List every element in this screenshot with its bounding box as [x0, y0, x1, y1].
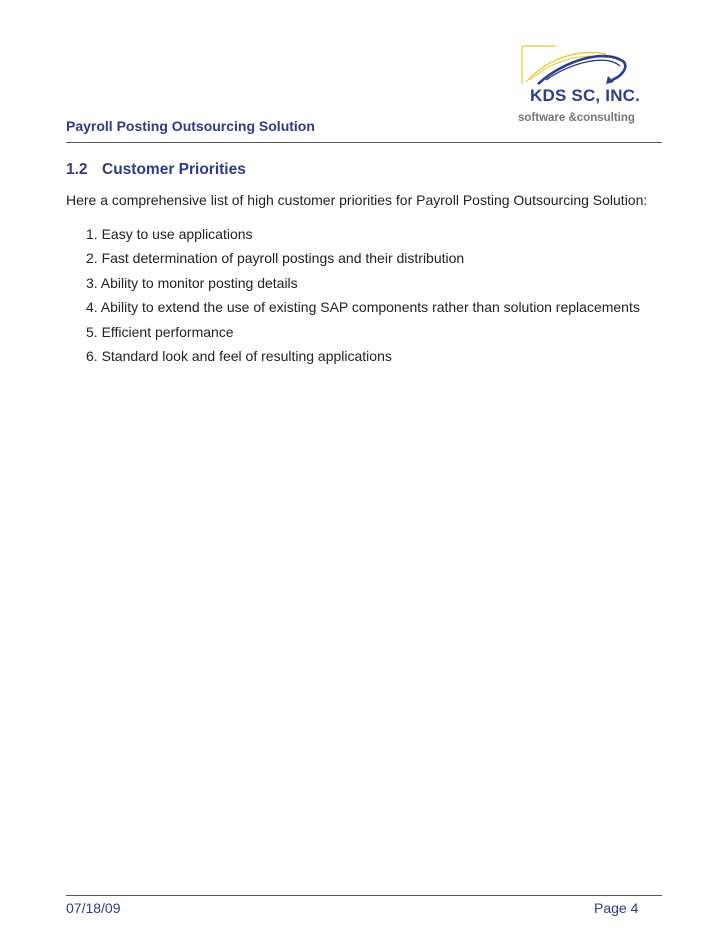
logo-company-name: KDS SC, INC.: [530, 86, 641, 105]
company-logo: [516, 40, 646, 128]
list-item: 4. Ability to extend the use of existing SAP components rather than solution replacements: [86, 299, 640, 316]
section-number: 1.2: [66, 161, 88, 178]
priority-list: [86, 226, 640, 372]
intro-paragraph: Here a comprehensive list of high customer priorities for Payroll Posting Outsourcing Solution:: [66, 192, 648, 208]
page-number: Page 4: [594, 900, 639, 916]
footer-divider: [66, 895, 662, 896]
list-item: 3. Ability to monitor posting details: [86, 274, 298, 291]
footer-date: 07/18/09: [66, 900, 121, 916]
logo-tagline: software &consulting: [518, 112, 635, 124]
list-item: 2. Fast determination of payroll postings and their distribution: [86, 250, 465, 267]
list-item: 5. Efficient performance: [86, 323, 234, 340]
list-item: 6. Standard look and feel of resulting applications: [86, 347, 392, 364]
section-heading: [66, 161, 246, 179]
header-divider: [66, 142, 662, 143]
list-item: 1. Easy to use applications: [86, 226, 253, 242]
document-title: Payroll Posting Outsourcing Solution: [66, 118, 315, 134]
section-title: Customer Priorities: [102, 161, 246, 178]
